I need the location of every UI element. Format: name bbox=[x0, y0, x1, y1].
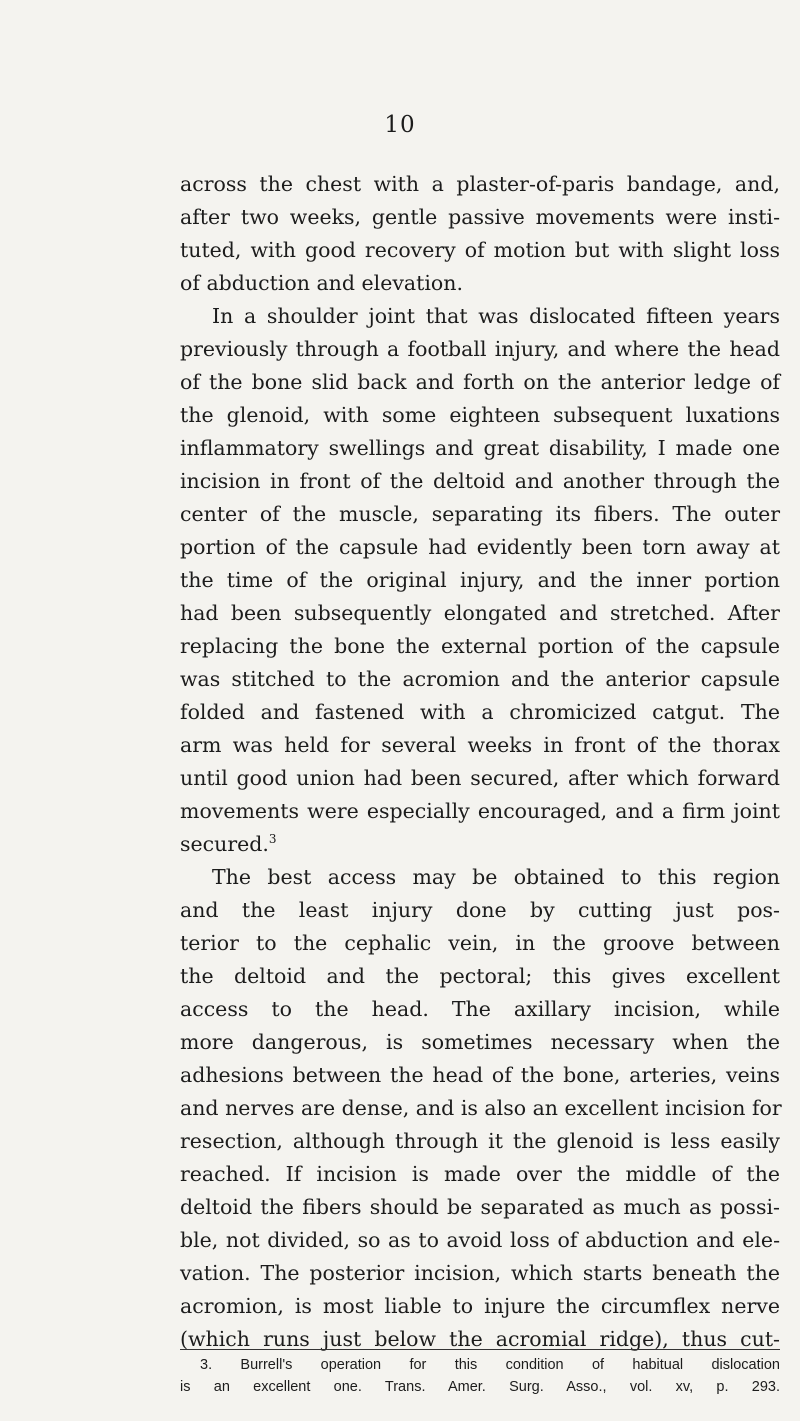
text-line: vation. The posterior incision, which starts beneath the bbox=[180, 1261, 780, 1285]
text-line: secured. bbox=[180, 832, 269, 856]
text-line: acromion, is most liable to injure the circumflex nerve bbox=[180, 1294, 780, 1318]
text-line-with-footnote-ref bbox=[180, 828, 780, 861]
text-line: after two weeks, gentle passive movements were insti- bbox=[180, 205, 780, 229]
text-line: ble, not divided, so as to avoid loss of abduction and ele- bbox=[180, 1228, 780, 1252]
text-line: the time of the original injury, and the inner portion bbox=[180, 568, 780, 592]
footnote-reference[interactable]: 3 bbox=[268, 832, 277, 846]
text-line: the deltoid and the pectoral; this gives excellent bbox=[180, 964, 780, 988]
page-number: 10 bbox=[384, 112, 416, 138]
text-line: incision in front of the deltoid and another through the bbox=[180, 469, 780, 493]
text-line: previously through a football injury, and where the head bbox=[180, 337, 780, 361]
text-line: and nerves are dense, and is also an excellent incision for bbox=[180, 1096, 782, 1120]
text-line: terior to the cephalic vein, in the groove between bbox=[180, 931, 780, 955]
footnote-line: 3. Burrell's operation for this condition of habitual dislocation bbox=[200, 1357, 780, 1373]
text-line: until good union had been secured, after which forward bbox=[180, 766, 780, 790]
text-line: center of the muscle, separating its fibers. The outer bbox=[180, 502, 780, 526]
paragraph-3 bbox=[180, 861, 780, 1356]
footnote bbox=[180, 1354, 780, 1398]
text-line: tuted, with good recovery of motion but with slight loss bbox=[180, 238, 780, 262]
body-text bbox=[180, 168, 780, 1356]
text-line: movements were especially encouraged, and a firm joint bbox=[180, 799, 780, 823]
text-line: The best access may be obtained to this region bbox=[212, 865, 780, 889]
text-line: (which runs just below the acromial ridge), thus cut- bbox=[180, 1327, 780, 1351]
text-line: In a shoulder joint that was dislocated fifteen years bbox=[212, 304, 780, 328]
text-line: adhesions between the head of the bone, arteries, veins bbox=[180, 1063, 780, 1087]
text-line: portion of the capsule had evidently been torn away at bbox=[180, 535, 780, 559]
text-line: reached. If incision is made over the middle of the bbox=[180, 1162, 780, 1186]
paragraph-2 bbox=[180, 300, 780, 861]
text-line: access to the head. The axillary incision, while bbox=[180, 997, 780, 1021]
paragraph-1 bbox=[180, 168, 780, 300]
text-line: had been subsequently elongated and stretched. After bbox=[180, 601, 780, 625]
text-line: folded and fastened with a chromicized catgut. The bbox=[180, 700, 780, 724]
text-line: and the least injury done by cutting just pos- bbox=[180, 898, 780, 922]
text-line: arm was held for several weeks in front of the thorax bbox=[180, 733, 780, 757]
text-line: of abduction and elevation. bbox=[180, 271, 463, 295]
text-line: more dangerous, is sometimes necessary when the bbox=[180, 1030, 780, 1054]
footnote-divider bbox=[180, 1349, 780, 1350]
text-line: replacing the bone the external portion of the capsule bbox=[180, 634, 780, 658]
text-line: resection, although through it the glenoid is less easily bbox=[180, 1129, 780, 1153]
text-line: deltoid the fibers should be separated as much as possi- bbox=[180, 1195, 780, 1219]
text-line: was stitched to the acromion and the anterior capsule bbox=[180, 667, 780, 691]
footnote-line: is an excellent one. Trans. Amer. Surg. Asso., vol. xv, p. 293. bbox=[180, 1379, 780, 1395]
text-line: of the bone slid back and forth on the anterior ledge of bbox=[180, 370, 780, 394]
text-line: the glenoid, with some eighteen subsequent luxations bbox=[180, 403, 780, 427]
text-line: across the chest with a plaster-of-paris bandage, and, bbox=[180, 172, 780, 196]
text-line: inflammatory swellings and great disability, I made one bbox=[180, 436, 780, 460]
